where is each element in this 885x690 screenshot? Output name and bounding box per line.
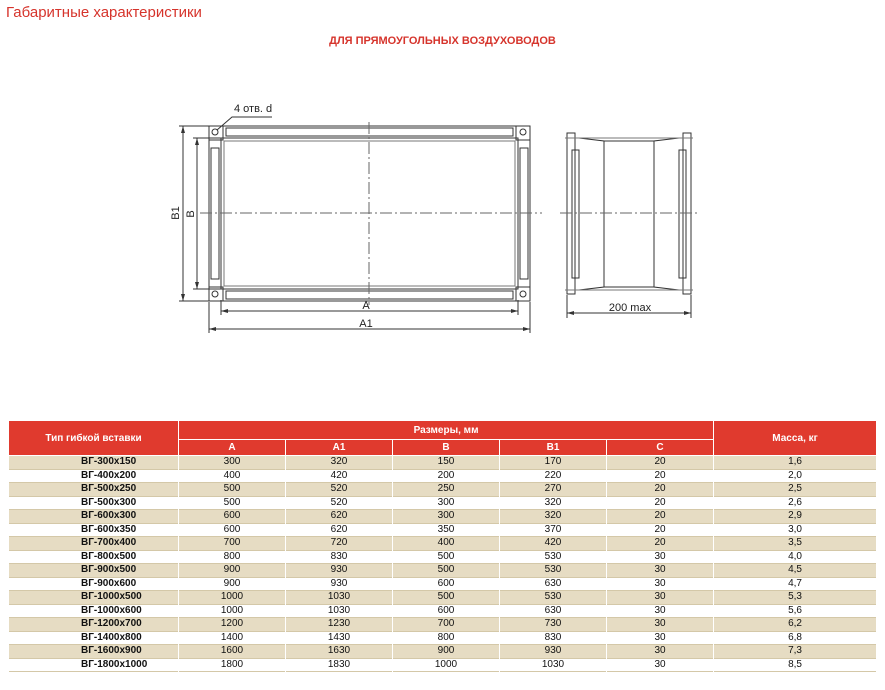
- cell-a1: 320: [286, 456, 393, 470]
- cell-a: 900: [179, 577, 286, 591]
- header-col-b1: B1: [500, 440, 607, 456]
- cell-mass: 6,2: [714, 618, 877, 632]
- cell-a1: 520: [286, 496, 393, 510]
- cell-b: 800: [393, 631, 500, 645]
- cell-b: 150: [393, 456, 500, 470]
- cell-b1: 530: [500, 564, 607, 578]
- cell-a1: 1630: [286, 645, 393, 659]
- cell-b: 1000: [393, 658, 500, 672]
- holes-label: 4 отв. d: [234, 103, 273, 115]
- dim-b1-label: B1: [170, 206, 182, 220]
- cell-model: ВГ-600х350: [9, 523, 179, 537]
- cell-mass: 4,5: [714, 564, 877, 578]
- table-row: [9, 510, 877, 524]
- cell-a: 400: [179, 469, 286, 483]
- cell-c: 20: [607, 483, 714, 497]
- table-row: [9, 604, 877, 618]
- cell-mass: 2,9: [714, 510, 877, 524]
- cell-model: ВГ-1200х700: [9, 618, 179, 632]
- header-col-a: A: [179, 440, 286, 456]
- cell-mass: 2,6: [714, 496, 877, 510]
- cell-model: ВГ-600х300: [9, 510, 179, 524]
- cell-a1: 930: [286, 577, 393, 591]
- cell-b1: 930: [500, 645, 607, 659]
- cell-a1: 1030: [286, 591, 393, 605]
- cell-b: 250: [393, 483, 500, 497]
- cell-c: 30: [607, 564, 714, 578]
- cell-a1: 620: [286, 523, 393, 537]
- cell-b1: 1030: [500, 658, 607, 672]
- cell-b1: 530: [500, 591, 607, 605]
- cell-b: 500: [393, 591, 500, 605]
- table-row: [9, 577, 877, 591]
- cell-a1: 420: [286, 469, 393, 483]
- header-col-c: C: [607, 440, 714, 456]
- cell-c: 20: [607, 496, 714, 510]
- header-mass: Масса, кг: [714, 421, 877, 456]
- table-row: [9, 456, 877, 470]
- cell-a: 1200: [179, 618, 286, 632]
- cell-b1: 170: [500, 456, 607, 470]
- cell-a: 500: [179, 496, 286, 510]
- table-row: [9, 591, 877, 605]
- cell-mass: 4,0: [714, 550, 877, 564]
- cell-a1: 1430: [286, 631, 393, 645]
- cell-a1: 620: [286, 510, 393, 524]
- cell-b1: 730: [500, 618, 607, 632]
- cell-model: ВГ-400х200: [9, 469, 179, 483]
- cell-model: ВГ-1800х1000: [9, 658, 179, 672]
- cell-b: 350: [393, 523, 500, 537]
- cell-model: ВГ-900х500: [9, 564, 179, 578]
- cell-mass: 1,6: [714, 456, 877, 470]
- cell-model: ВГ-300х150: [9, 456, 179, 470]
- table-body: [9, 456, 877, 672]
- cell-b: 600: [393, 604, 500, 618]
- table-row: [9, 645, 877, 659]
- cell-c: 30: [607, 658, 714, 672]
- cell-mass: 3,0: [714, 523, 877, 537]
- page-title: Габаритные характеристики: [6, 4, 202, 21]
- header-col-a1: A1: [286, 440, 393, 456]
- cell-mass: 5,6: [714, 604, 877, 618]
- cell-a: 1000: [179, 604, 286, 618]
- table-row: [9, 564, 877, 578]
- dim-b-label: B: [185, 210, 197, 218]
- cell-a1: 520: [286, 483, 393, 497]
- cell-a: 800: [179, 550, 286, 564]
- cell-mass: 5,3: [714, 591, 877, 605]
- cell-b1: 830: [500, 631, 607, 645]
- cell-b: 700: [393, 618, 500, 632]
- table-row: [9, 631, 877, 645]
- cell-model: ВГ-500х300: [9, 496, 179, 510]
- cell-mass: 2,5: [714, 483, 877, 497]
- cell-a1: 930: [286, 564, 393, 578]
- cell-a1: 1230: [286, 618, 393, 632]
- cell-b: 500: [393, 550, 500, 564]
- side-right-sleeve: [654, 138, 679, 290]
- hole-top-right: [520, 129, 526, 135]
- cell-c: 30: [607, 618, 714, 632]
- cell-mass: 7,3: [714, 645, 877, 659]
- dim-length-label: 200 max: [608, 302, 652, 314]
- cell-b1: 320: [500, 496, 607, 510]
- cell-b: 400: [393, 537, 500, 551]
- cell-c: 30: [607, 550, 714, 564]
- cell-c: 30: [607, 591, 714, 605]
- cell-b1: 630: [500, 604, 607, 618]
- cell-b: 300: [393, 510, 500, 524]
- cell-c: 20: [607, 537, 714, 551]
- cell-c: 20: [607, 510, 714, 524]
- table-row: [9, 483, 877, 497]
- cell-model: ВГ-700х400: [9, 537, 179, 551]
- cell-b1: 270: [500, 483, 607, 497]
- cell-a: 300: [179, 456, 286, 470]
- page-subtitle: ДЛЯ ПРЯМОУГОЛЬНЫХ ВОЗДУХОВОДОВ: [329, 35, 556, 47]
- cell-b: 600: [393, 577, 500, 591]
- cell-a: 1600: [179, 645, 286, 659]
- cell-b: 200: [393, 469, 500, 483]
- cell-a: 1800: [179, 658, 286, 672]
- cell-c: 20: [607, 469, 714, 483]
- cell-c: 30: [607, 631, 714, 645]
- cell-b1: 370: [500, 523, 607, 537]
- dim-a-label: A: [362, 300, 370, 312]
- cell-a: 1400: [179, 631, 286, 645]
- cell-b: 300: [393, 496, 500, 510]
- cell-b1: 220: [500, 469, 607, 483]
- cell-model: ВГ-1000х600: [9, 604, 179, 618]
- cell-a: 700: [179, 537, 286, 551]
- table-row: [9, 550, 877, 564]
- hole-bottom-right: [520, 291, 526, 297]
- table-row: [9, 618, 877, 632]
- cell-a: 1000: [179, 591, 286, 605]
- cell-b1: 530: [500, 550, 607, 564]
- cell-a: 900: [179, 564, 286, 578]
- cell-b1: 420: [500, 537, 607, 551]
- dimensions-table: [8, 420, 877, 672]
- cell-c: 20: [607, 523, 714, 537]
- cell-c: 30: [607, 577, 714, 591]
- cell-mass: 2,0: [714, 469, 877, 483]
- dim-a1-label: A1: [359, 318, 373, 330]
- cell-model: ВГ-900х600: [9, 577, 179, 591]
- cell-a: 600: [179, 510, 286, 524]
- cell-c: 30: [607, 604, 714, 618]
- cell-model: ВГ-1000х500: [9, 591, 179, 605]
- cell-c: 30: [607, 645, 714, 659]
- cell-model: ВГ-1600х900: [9, 645, 179, 659]
- hole-bottom-left: [212, 291, 218, 297]
- cell-model: ВГ-500х250: [9, 483, 179, 497]
- cell-b1: 630: [500, 577, 607, 591]
- table-row: [9, 523, 877, 537]
- header-sizes: Размеры, мм: [179, 421, 714, 440]
- table-row: [9, 658, 877, 672]
- cell-mass: 6,8: [714, 631, 877, 645]
- cell-mass: 4,7: [714, 577, 877, 591]
- table-row: [9, 469, 877, 483]
- cell-b1: 320: [500, 510, 607, 524]
- cell-b: 900: [393, 645, 500, 659]
- table-row: [9, 496, 877, 510]
- cell-mass: 8,5: [714, 658, 877, 672]
- cell-c: 20: [607, 456, 714, 470]
- cell-a: 600: [179, 523, 286, 537]
- cell-a1: 830: [286, 550, 393, 564]
- header-type: Тип гибкой вставки: [9, 421, 179, 456]
- cell-b: 500: [393, 564, 500, 578]
- cell-a1: 720: [286, 537, 393, 551]
- cell-a1: 1830: [286, 658, 393, 672]
- cell-model: ВГ-800х500: [9, 550, 179, 564]
- cell-a: 500: [179, 483, 286, 497]
- cell-model: ВГ-1400х800: [9, 631, 179, 645]
- cell-mass: 3,5: [714, 537, 877, 551]
- header-col-b: B: [393, 440, 500, 456]
- cell-a1: 1030: [286, 604, 393, 618]
- table-row: [9, 537, 877, 551]
- side-left-sleeve: [579, 138, 604, 290]
